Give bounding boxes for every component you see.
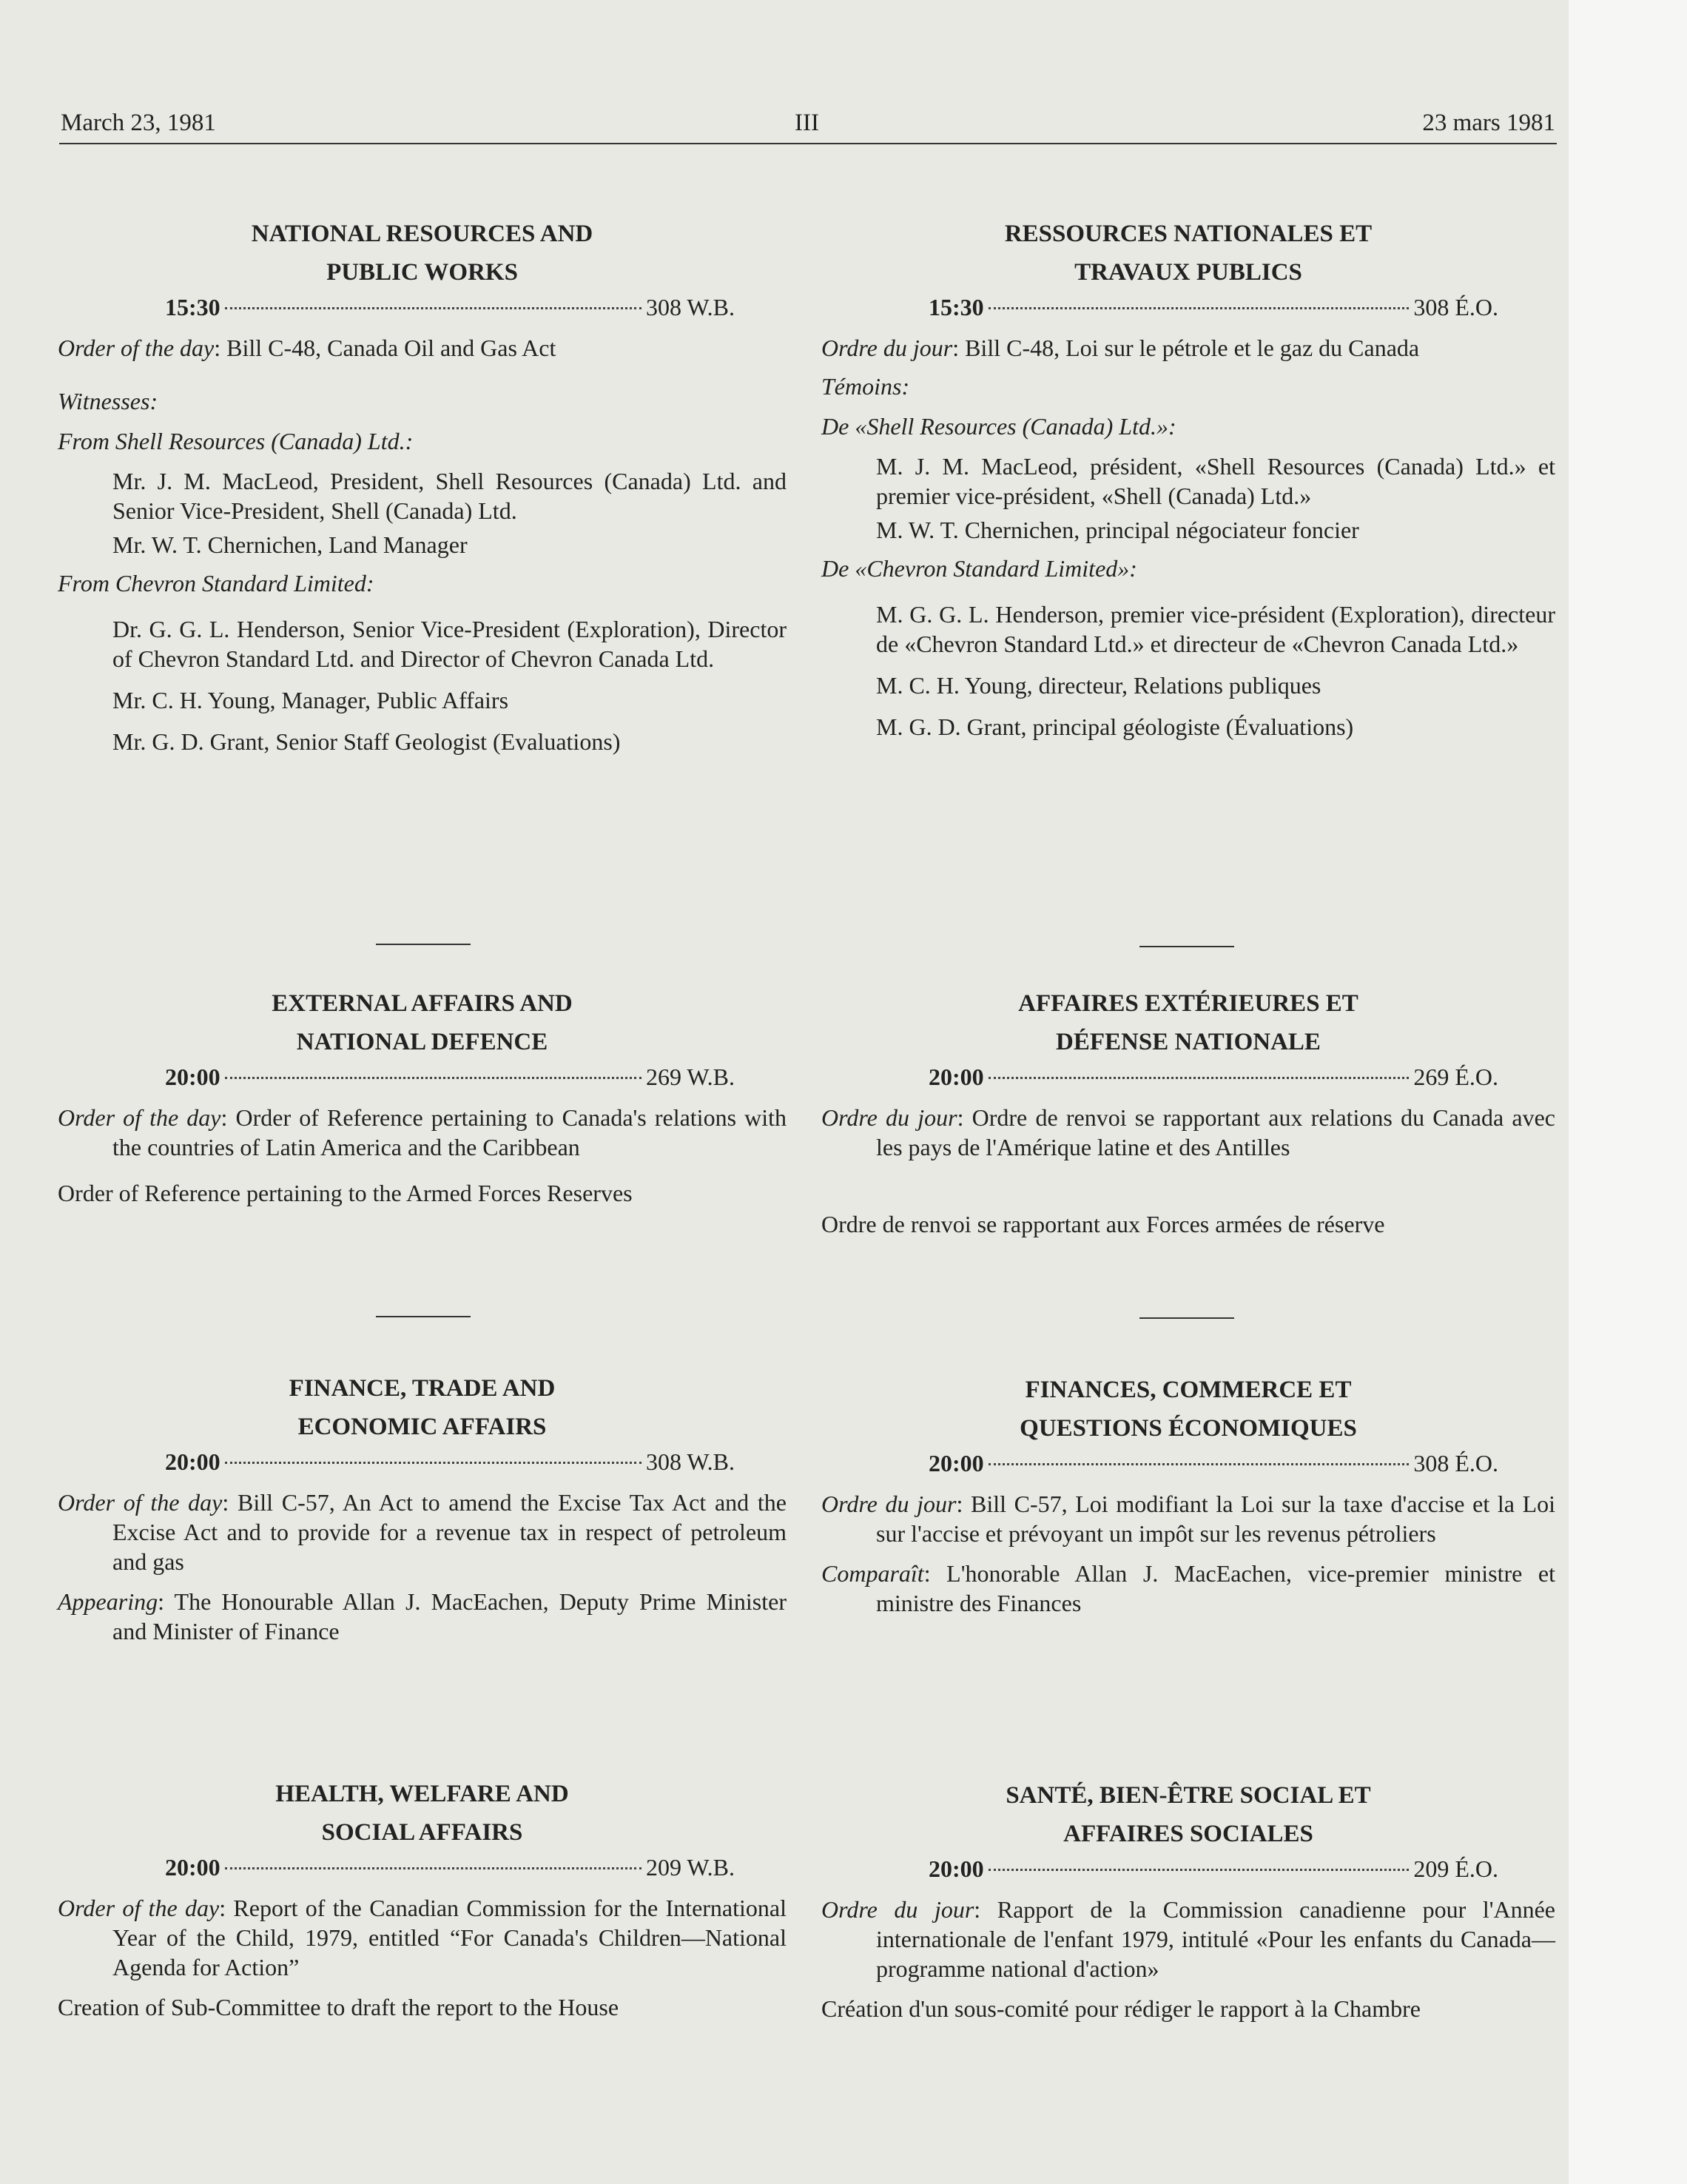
meeting-time: 15:30 <box>165 294 220 320</box>
section-title: FINANCES, COMMERCE ET QUESTIONS ÉCONOMIQUES <box>1020 1377 1357 1442</box>
header-date-fr: 23 mars 1981 <box>1422 110 1555 136</box>
dot-leader <box>225 1462 642 1464</box>
page-number: III <box>795 110 819 136</box>
section-finance <box>58 1369 787 1646</box>
meeting-room: 308 É.O. <box>1413 294 1498 320</box>
meeting-room: 209 É.O. <box>1413 1855 1498 1882</box>
section-sante-bien-etre <box>821 1776 1555 2023</box>
meeting-time: 20:00 <box>165 1064 220 1090</box>
section-divider <box>1139 946 1234 947</box>
meeting-time-room <box>929 292 1498 323</box>
section-title: AFFAIRES EXTÉRIEURES ET DÉFENSE NATIONALE <box>1018 990 1358 1055</box>
dot-leader <box>989 1869 1410 1871</box>
order-of-reference: Order of Reference pertaining to the Armed Forces Reserves <box>58 1180 633 1206</box>
sub-committee-note: Création d'un sous-comité pour rédiger le rapport à la Chambre <box>821 1995 1421 2022</box>
section-affaires-exterieures <box>821 984 1555 1239</box>
section-title: NATIONAL RESOURCES AND PUBLIC WORKS <box>251 221 593 286</box>
witness-org: De «Chevron Standard Limited»: <box>821 555 1137 582</box>
meeting-time: 15:30 <box>929 294 984 320</box>
ordre-du-jour: Ordre du jour: Rapport de la Commission canadienne pour l'Année internationale de l'enfant 1979, intitulé «Pour les enfants du Canada—programme national d'action» <box>821 1896 1556 1982</box>
appearing: Appearing: The Honourable Allan J. MacEachen, Deputy Prime Minister and Minister of Finance <box>58 1588 787 1644</box>
meeting-room: 269 É.O. <box>1413 1064 1498 1090</box>
witness-org: From Shell Resources (Canada) Ltd.: <box>58 428 414 454</box>
ordre-de-renvoi: Ordre de renvoi se rapportant aux Forces armées de réserve <box>821 1211 1385 1237</box>
meeting-room: 209 W.B. <box>645 1854 735 1881</box>
section-national-resources <box>58 215 787 756</box>
section-title: EXTERNAL AFFAIRS AND NATIONAL DEFENCE <box>272 990 573 1055</box>
section-title: FINANCE, TRADE AND ECONOMIC AFFAIRS <box>289 1375 556 1440</box>
witness: M. G. D. Grant, principal géologiste (Évaluations) <box>876 713 1354 740</box>
meeting-time: 20:00 <box>165 1448 220 1475</box>
dot-leader <box>989 1077 1410 1079</box>
section-title: HEALTH, WELFARE AND SOCIAL AFFAIRS <box>275 1781 569 1846</box>
meeting-time-room <box>929 1853 1498 1884</box>
header-date-en: March 23, 1981 <box>61 110 216 136</box>
witness: Mr. G. D. Grant, Senior Staff Geologist (Evaluations) <box>112 728 621 755</box>
dot-leader <box>225 307 642 309</box>
section-ressources-nationales <box>821 215 1555 742</box>
ordre-du-jour: Ordre du jour: Ordre de renvoi se rapportant aux relations du Canada avec les pays de l'Amérique latine et des Antilles <box>821 1104 1556 1160</box>
meeting-time-room <box>929 1448 1498 1479</box>
meeting-time: 20:00 <box>929 1064 984 1090</box>
dot-leader <box>989 307 1410 309</box>
witness: M. W. T. Chernichen, principal négociateur foncier <box>876 517 1359 543</box>
dot-leader <box>225 1867 642 1869</box>
witnesses-label: Witnesses: <box>58 388 158 414</box>
meeting-time: 20:00 <box>929 1450 984 1476</box>
section-finances <box>821 1371 1555 1618</box>
order-of-the-day: Order of the day: Bill C-57, An Act to amend the Excise Tax Act and the Excise Act and to provide for a revenue tax in respect of petroleum and gas <box>58 1489 787 1575</box>
ordre-du-jour: Ordre du jour: Bill C-57, Loi modifiant la Loi sur la taxe d'accise et la Loi sur l'accise et prévoyant un impôt sur les revenus pétroliers <box>821 1491 1556 1547</box>
meeting-time-room <box>165 1061 735 1092</box>
meeting-time-room <box>929 1061 1498 1092</box>
meeting-room: 308 W.B. <box>645 294 735 320</box>
order-of-the-day: Order of the day: Bill C-48, Canada Oil and Gas Act <box>58 335 556 361</box>
witness-org: De «Shell Resources (Canada) Ltd.»: <box>821 413 1176 440</box>
meeting-time: 20:00 <box>165 1854 220 1881</box>
witnesses-label: Témoins: <box>821 373 910 400</box>
dot-leader <box>989 1463 1410 1465</box>
meeting-room: 308 W.B. <box>645 1448 735 1475</box>
witness: M. J. M. MacLeod, président, «Shell Resources (Canada) Ltd.» et premier vice-président, «Shell (Canada) Ltd.» <box>876 453 1555 509</box>
order-of-the-day: Order of the day: Report of the Canadian Commission for the International Year of the Child, 1979, entitled “For Canada's Children—National Agenda for Action” <box>58 1895 787 1980</box>
witness: Mr. J. M. MacLeod, President, Shell Resources (Canada) Ltd. and Senior Vice-President, Shell (Canada) Ltd. <box>112 468 787 524</box>
running-header <box>61 110 1555 139</box>
section-divider <box>376 1316 471 1317</box>
meeting-time-room <box>165 292 735 323</box>
sub-committee-note: Creation of Sub-Committee to draft the report to the House <box>58 1994 619 2020</box>
meeting-room: 269 W.B. <box>645 1064 735 1090</box>
meeting-time-room <box>165 1852 735 1883</box>
section-external-affairs <box>58 984 787 1208</box>
section-title: SANTÉ, BIEN-ÊTRE SOCIAL ET AFFAIRES SOCIALES <box>1006 1782 1371 1847</box>
witness-org: From Chevron Standard Limited: <box>58 570 374 597</box>
witness: M. C. H. Young, directeur, Relations publiques <box>876 672 1321 699</box>
meeting-room: 308 É.O. <box>1413 1450 1498 1476</box>
order-of-the-day: Order of the day: Order of Reference pertaining to Canada's relations with the countries of Latin America and the Caribbean <box>58 1104 787 1160</box>
witness: Mr. C. H. Young, Manager, Public Affairs <box>112 687 509 713</box>
meeting-time-room <box>165 1446 735 1477</box>
witness: M. G. G. L. Henderson, premier vice-président (Exploration), directeur de «Chevron Standard Ltd.» et directeur de «Chevron Canada Ltd.» <box>876 601 1555 657</box>
page-edge <box>1569 0 1687 2184</box>
section-divider <box>1139 1317 1234 1319</box>
witness: Mr. W. T. Chernichen, Land Manager <box>112 531 468 558</box>
section-health-welfare <box>58 1775 787 2022</box>
section-divider <box>376 944 471 945</box>
ordre-du-jour: Ordre du jour: Bill C-48, Loi sur le pétrole et le gaz du Canada <box>821 335 1420 361</box>
section-title: RESSOURCES NATIONALES ET TRAVAUX PUBLICS <box>1004 221 1373 286</box>
comparait: Comparaît: L'honorable Allan J. MacEachen, vice-premier ministre et ministre des Finances <box>821 1560 1555 1616</box>
meeting-time: 20:00 <box>929 1855 984 1882</box>
header-rule <box>59 143 1557 144</box>
witness: Dr. G. G. L. Henderson, Senior Vice-President (Exploration), Director of Chevron Standard Ltd. and Director of Chevron Canada Ltd. <box>112 616 787 672</box>
dot-leader <box>225 1077 642 1079</box>
